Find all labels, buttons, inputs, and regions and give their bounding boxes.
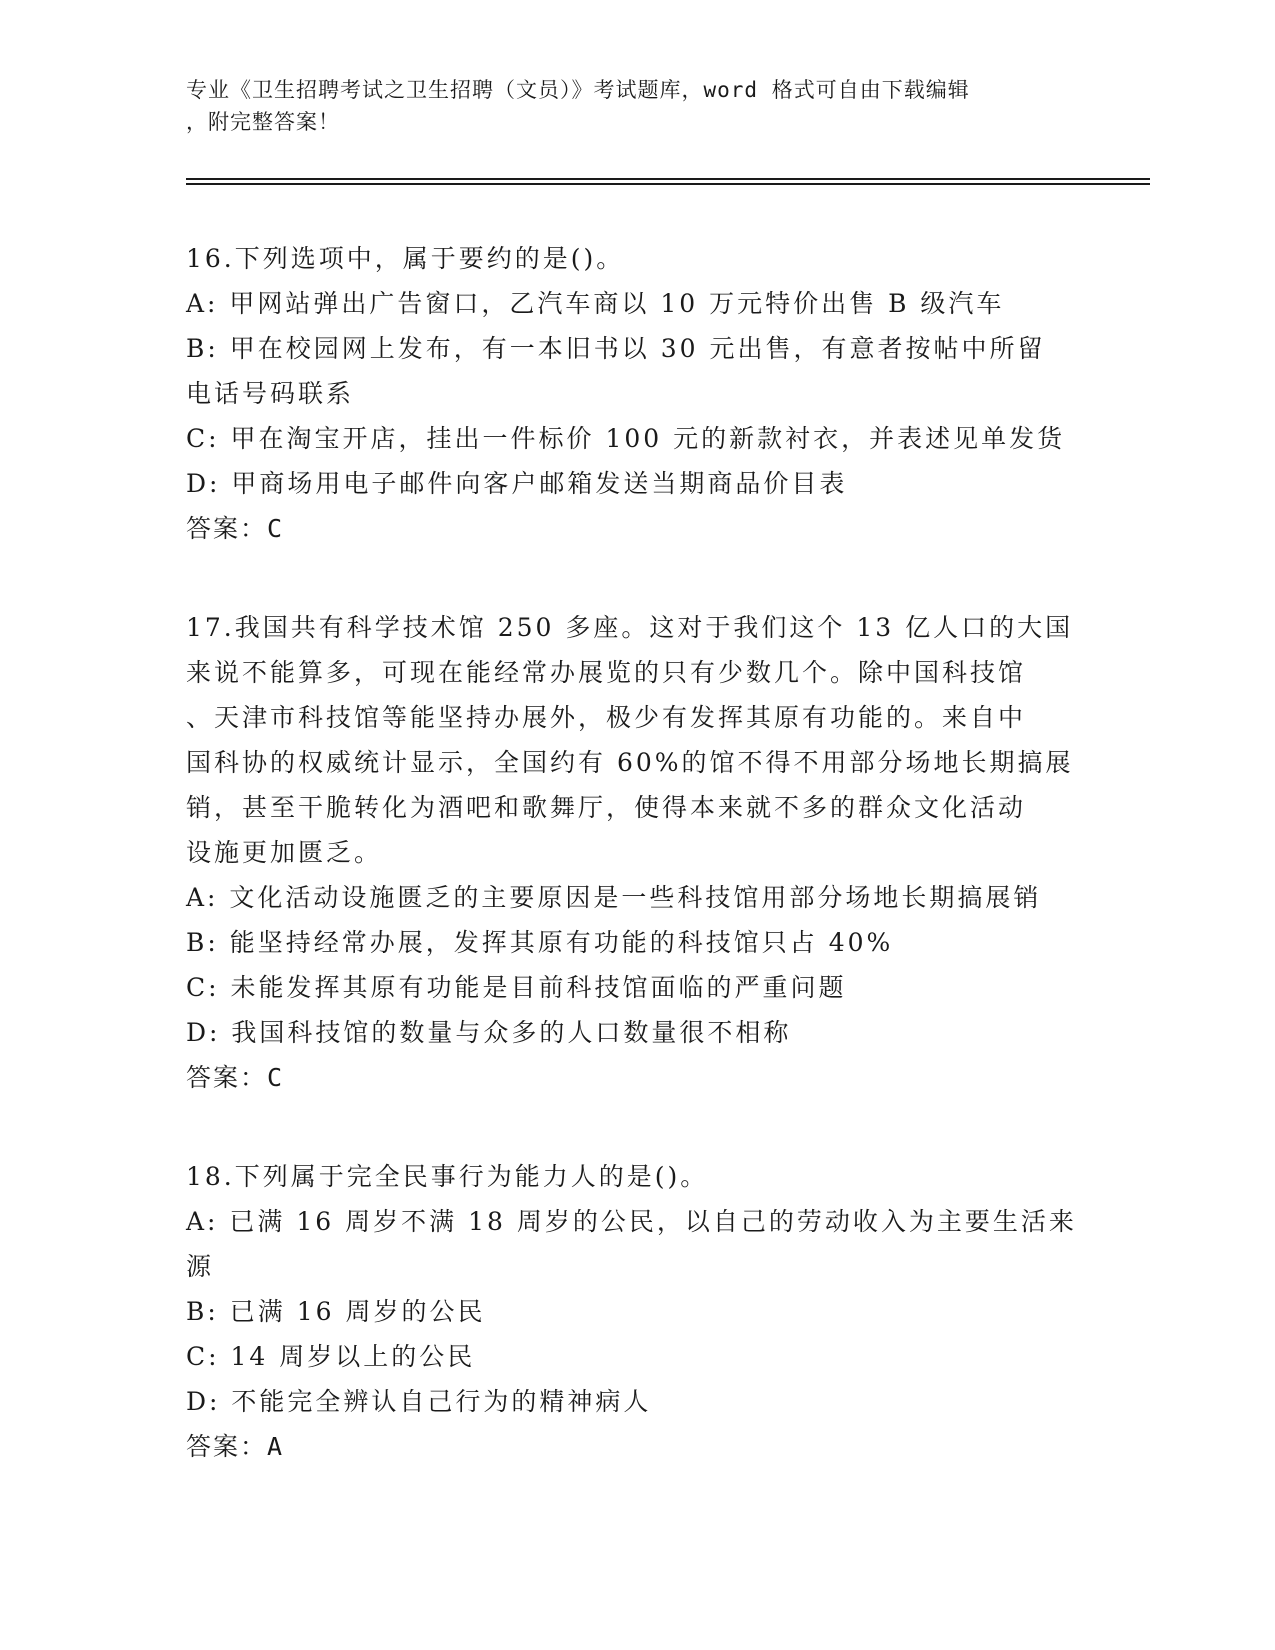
question-stem: 销，甚至干脆转化为酒吧和歌舞厅，使得本来就不多的群众文化活动 bbox=[186, 793, 1027, 822]
option-c: C: 未能发挥其原有功能是目前科技馆面临的严重问题 bbox=[186, 973, 847, 1002]
option-b-continued: 电话号码联系 bbox=[186, 379, 355, 408]
option-d: D: 甲商场用电子邮件向客户邮箱发送当期商品价目表 bbox=[186, 469, 848, 498]
question-17 bbox=[186, 605, 1086, 1100]
option-a: A: 甲网站弹出广告窗口，乙汽车商以 10 万元特价出售 B 级汽车 bbox=[186, 289, 1005, 318]
question-stem: 16.下列选项中，属于要约的是()。 bbox=[186, 244, 625, 273]
header-divider bbox=[186, 178, 1150, 180]
option-d: D: 不能完全辨认自己行为的精神病人 bbox=[186, 1387, 652, 1416]
header-line: 专业《卫生招聘考试之卫生招聘（文员）》考试题库，word 格式可自由下载编辑 bbox=[186, 78, 970, 102]
answer: 答案：A bbox=[186, 1432, 285, 1461]
option-a: A: 文化活动设施匮乏的主要原因是一些科技馆用部分场地长期搞展销 bbox=[186, 883, 1042, 912]
question-18 bbox=[186, 1154, 1086, 1469]
option-d: D: 我国科技馆的数量与众多的人口数量很不相称 bbox=[186, 1018, 792, 1047]
option-c: C: 14 周岁以上的公民 bbox=[186, 1342, 476, 1371]
header-divider bbox=[186, 183, 1150, 185]
question-stem: 设施更加匮乏。 bbox=[186, 838, 383, 867]
option-b: B: 甲在校园网上发布，有一本旧书以 30 元出售，有意者按帖中所留 bbox=[186, 334, 1046, 363]
question-stem: 18.下列属于完全民事行为能力人的是()。 bbox=[186, 1162, 709, 1191]
answer: 答案：C bbox=[186, 1063, 285, 1092]
question-list bbox=[186, 236, 1086, 1523]
answer: 答案：C bbox=[186, 514, 285, 543]
option-a-continued: 源 bbox=[186, 1252, 215, 1281]
question-stem: 来说不能算多，可现在能经常办展览的只有少数几个。除中国科技馆 bbox=[186, 658, 1027, 687]
document-header bbox=[186, 74, 1086, 138]
option-c: C: 甲在淘宝开店，挂出一件标价 100 元的新款衬衣，并表述见单发货 bbox=[186, 424, 1066, 453]
header-line: ，附完整答案！ bbox=[186, 110, 340, 134]
question-stem: 17.我国共有科学技术馆 250 多座。这对于我们这个 13 亿人口的大国 bbox=[186, 613, 1074, 642]
option-b: B: 已满 16 周岁的公民 bbox=[186, 1297, 486, 1326]
question-16 bbox=[186, 236, 1086, 551]
option-b: B: 能坚持经常办展，发挥其原有功能的科技馆只占 40% bbox=[186, 928, 894, 957]
question-stem: 、天津市科技馆等能坚持办展外，极少有发挥其原有功能的。来自中 bbox=[186, 703, 1027, 732]
option-a: A: 已满 16 周岁不满 18 周岁的公民，以自己的劳动收入为主要生活来 bbox=[186, 1207, 1077, 1236]
question-stem: 国科协的权威统计显示，全国约有 60%的馆不得不用部分场地长期搞展 bbox=[186, 748, 1074, 777]
